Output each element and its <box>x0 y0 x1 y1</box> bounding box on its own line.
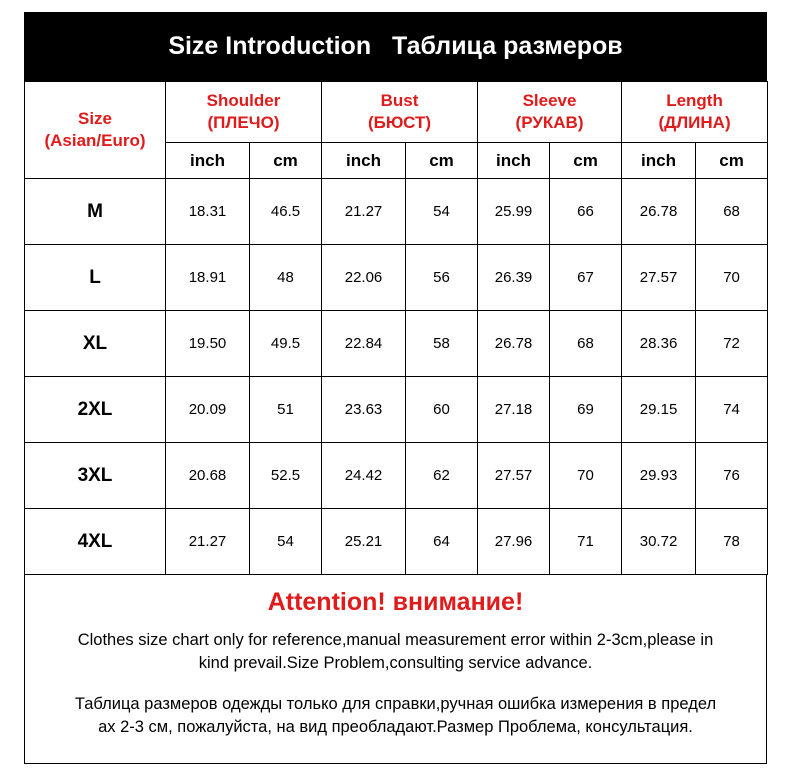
size-chart <box>24 12 767 764</box>
length-russian-label: (ДЛИНА) <box>658 113 731 132</box>
size-cell: 2XL <box>25 377 166 443</box>
value-cell: 54 <box>250 509 322 575</box>
unit-header: cm <box>696 143 768 179</box>
title-bar <box>24 12 767 81</box>
unit-header: inch <box>478 143 550 179</box>
value-cell: 46.5 <box>250 179 322 245</box>
value-cell: 27.96 <box>478 509 550 575</box>
value-cell: 64 <box>406 509 478 575</box>
english-note-line: Clothes size chart only for reference,manual measurement error within 2-3cm,please in <box>77 631 714 649</box>
value-cell: 68 <box>696 179 768 245</box>
value-cell: 49.5 <box>250 311 322 377</box>
value-cell: 27.18 <box>478 377 550 443</box>
length-label: Length <box>666 91 723 110</box>
size-cell: XL <box>25 311 166 377</box>
value-cell: 19.50 <box>166 311 250 377</box>
notes-panel <box>24 574 767 764</box>
value-cell: 21.27 <box>322 179 406 245</box>
unit-header: cm <box>406 143 478 179</box>
value-cell: 23.63 <box>322 377 406 443</box>
bust-label: Bust <box>380 91 419 110</box>
bust-russian-label: (БЮСТ) <box>367 113 432 132</box>
value-cell: 27.57 <box>622 245 696 311</box>
table-row <box>25 245 768 311</box>
unit-header: inch <box>322 143 406 179</box>
value-cell: 25.21 <box>322 509 406 575</box>
value-cell: 62 <box>406 443 478 509</box>
value-cell: 27.57 <box>478 443 550 509</box>
attention-heading: Attention! внимание! <box>267 588 524 616</box>
english-note <box>35 629 756 675</box>
value-cell: 70 <box>696 245 768 311</box>
size-cell: 4XL <box>25 509 166 575</box>
value-cell: 24.42 <box>322 443 406 509</box>
value-cell: 22.06 <box>322 245 406 311</box>
value-cell: 20.68 <box>166 443 250 509</box>
value-cell: 51 <box>250 377 322 443</box>
russian-note-line: ах 2-3 см, пожалуйста, на вид преобладают.Размер Проблема, консультация. <box>98 718 693 736</box>
table-row <box>25 377 768 443</box>
value-cell: 18.31 <box>166 179 250 245</box>
table-row <box>25 179 768 245</box>
value-cell: 25.99 <box>478 179 550 245</box>
russian-note-line: Таблица размеров одежды только для справки,ручная ошибка измерения в предел <box>74 695 717 713</box>
value-cell: 30.72 <box>622 509 696 575</box>
value-cell: 60 <box>406 377 478 443</box>
value-cell: 18.91 <box>166 245 250 311</box>
size-cell: M <box>25 179 166 245</box>
table-row <box>25 311 768 377</box>
value-cell: 54 <box>406 179 478 245</box>
russian-note <box>35 693 756 739</box>
shoulder-header <box>166 82 322 143</box>
shoulder-label: Shoulder <box>206 91 281 110</box>
value-cell: 20.09 <box>166 377 250 443</box>
value-cell: 21.27 <box>166 509 250 575</box>
unit-header: inch <box>166 143 250 179</box>
value-cell: 66 <box>550 179 622 245</box>
value-cell: 29.15 <box>622 377 696 443</box>
value-cell: 70 <box>550 443 622 509</box>
size-cell: L <box>25 245 166 311</box>
sleeve-label: Sleeve <box>522 91 577 110</box>
value-cell: 52.5 <box>250 443 322 509</box>
shoulder-russian-label: (ПЛЕЧО) <box>207 113 280 132</box>
value-cell: 71 <box>550 509 622 575</box>
size-table <box>24 81 768 575</box>
value-cell: 78 <box>696 509 768 575</box>
size-header-sub: (Asian/Euro) <box>44 131 146 150</box>
value-cell: 48 <box>250 245 322 311</box>
bust-header <box>322 82 478 143</box>
english-note-line: kind prevail.Size Problem,consulting service advance. <box>198 654 593 672</box>
value-cell: 26.78 <box>478 311 550 377</box>
sleeve-russian-label: (РУКАВ) <box>515 113 584 132</box>
value-cell: 69 <box>550 377 622 443</box>
value-cell: 68 <box>550 311 622 377</box>
value-cell: 56 <box>406 245 478 311</box>
value-cell: 72 <box>696 311 768 377</box>
unit-header: cm <box>550 143 622 179</box>
title-english: Size Introduction <box>168 32 372 60</box>
value-cell: 26.78 <box>622 179 696 245</box>
title-russian: Таблица размеров <box>391 32 623 60</box>
value-cell: 76 <box>696 443 768 509</box>
length-header <box>622 82 768 143</box>
value-cell: 74 <box>696 377 768 443</box>
value-cell: 29.93 <box>622 443 696 509</box>
table-row <box>25 443 768 509</box>
size-column-header <box>25 82 166 179</box>
value-cell: 58 <box>406 311 478 377</box>
table-row <box>25 509 768 575</box>
size-header-label: Size <box>77 109 113 128</box>
value-cell: 22.84 <box>322 311 406 377</box>
sleeve-header <box>478 82 622 143</box>
value-cell: 67 <box>550 245 622 311</box>
size-cell: 3XL <box>25 443 166 509</box>
value-cell: 28.36 <box>622 311 696 377</box>
value-cell: 26.39 <box>478 245 550 311</box>
unit-header: inch <box>622 143 696 179</box>
unit-header: cm <box>250 143 322 179</box>
